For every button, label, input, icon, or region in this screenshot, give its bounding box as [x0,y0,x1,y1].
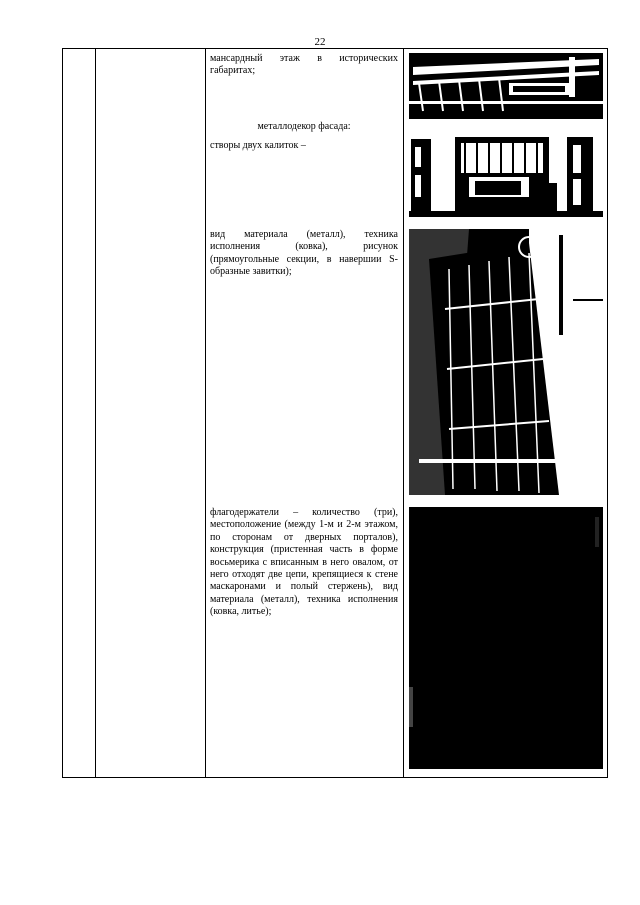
page-number: 22 [314,36,326,48]
column-divider [205,49,206,777]
gates-photo [409,133,603,217]
metal-decor-heading: металлодекор фасада: [257,121,351,132]
attic-photo [409,53,603,119]
flag-holder-photo [409,507,603,769]
monument-features-table [62,48,608,778]
gates-detail-text: вид материала (металл), техника исполнения (ковка), рисунок (прямоугольные секции, в навершии S-образные завитки); [210,229,398,278]
gates-text: створы двух калиток – [210,140,306,151]
gate-detail-photo [409,229,603,495]
column-divider [403,49,404,777]
attic-text: мансардный этаж в исторических габаритах; [210,53,398,77]
column-divider [95,49,96,777]
flag-holders-text: флагодержатели – количество (три), местоположение (между 1-м и 2-м этажом, по сторонам от дверных порталов), конструкция (пристенная часть в форме восьмерика с вписанным в него овалом, от него отходят две цепи, крепящиеся к стене маскаронами и полый стержень), вид материала (металл), техника исполнения (ковка, литье); [210,507,398,618]
